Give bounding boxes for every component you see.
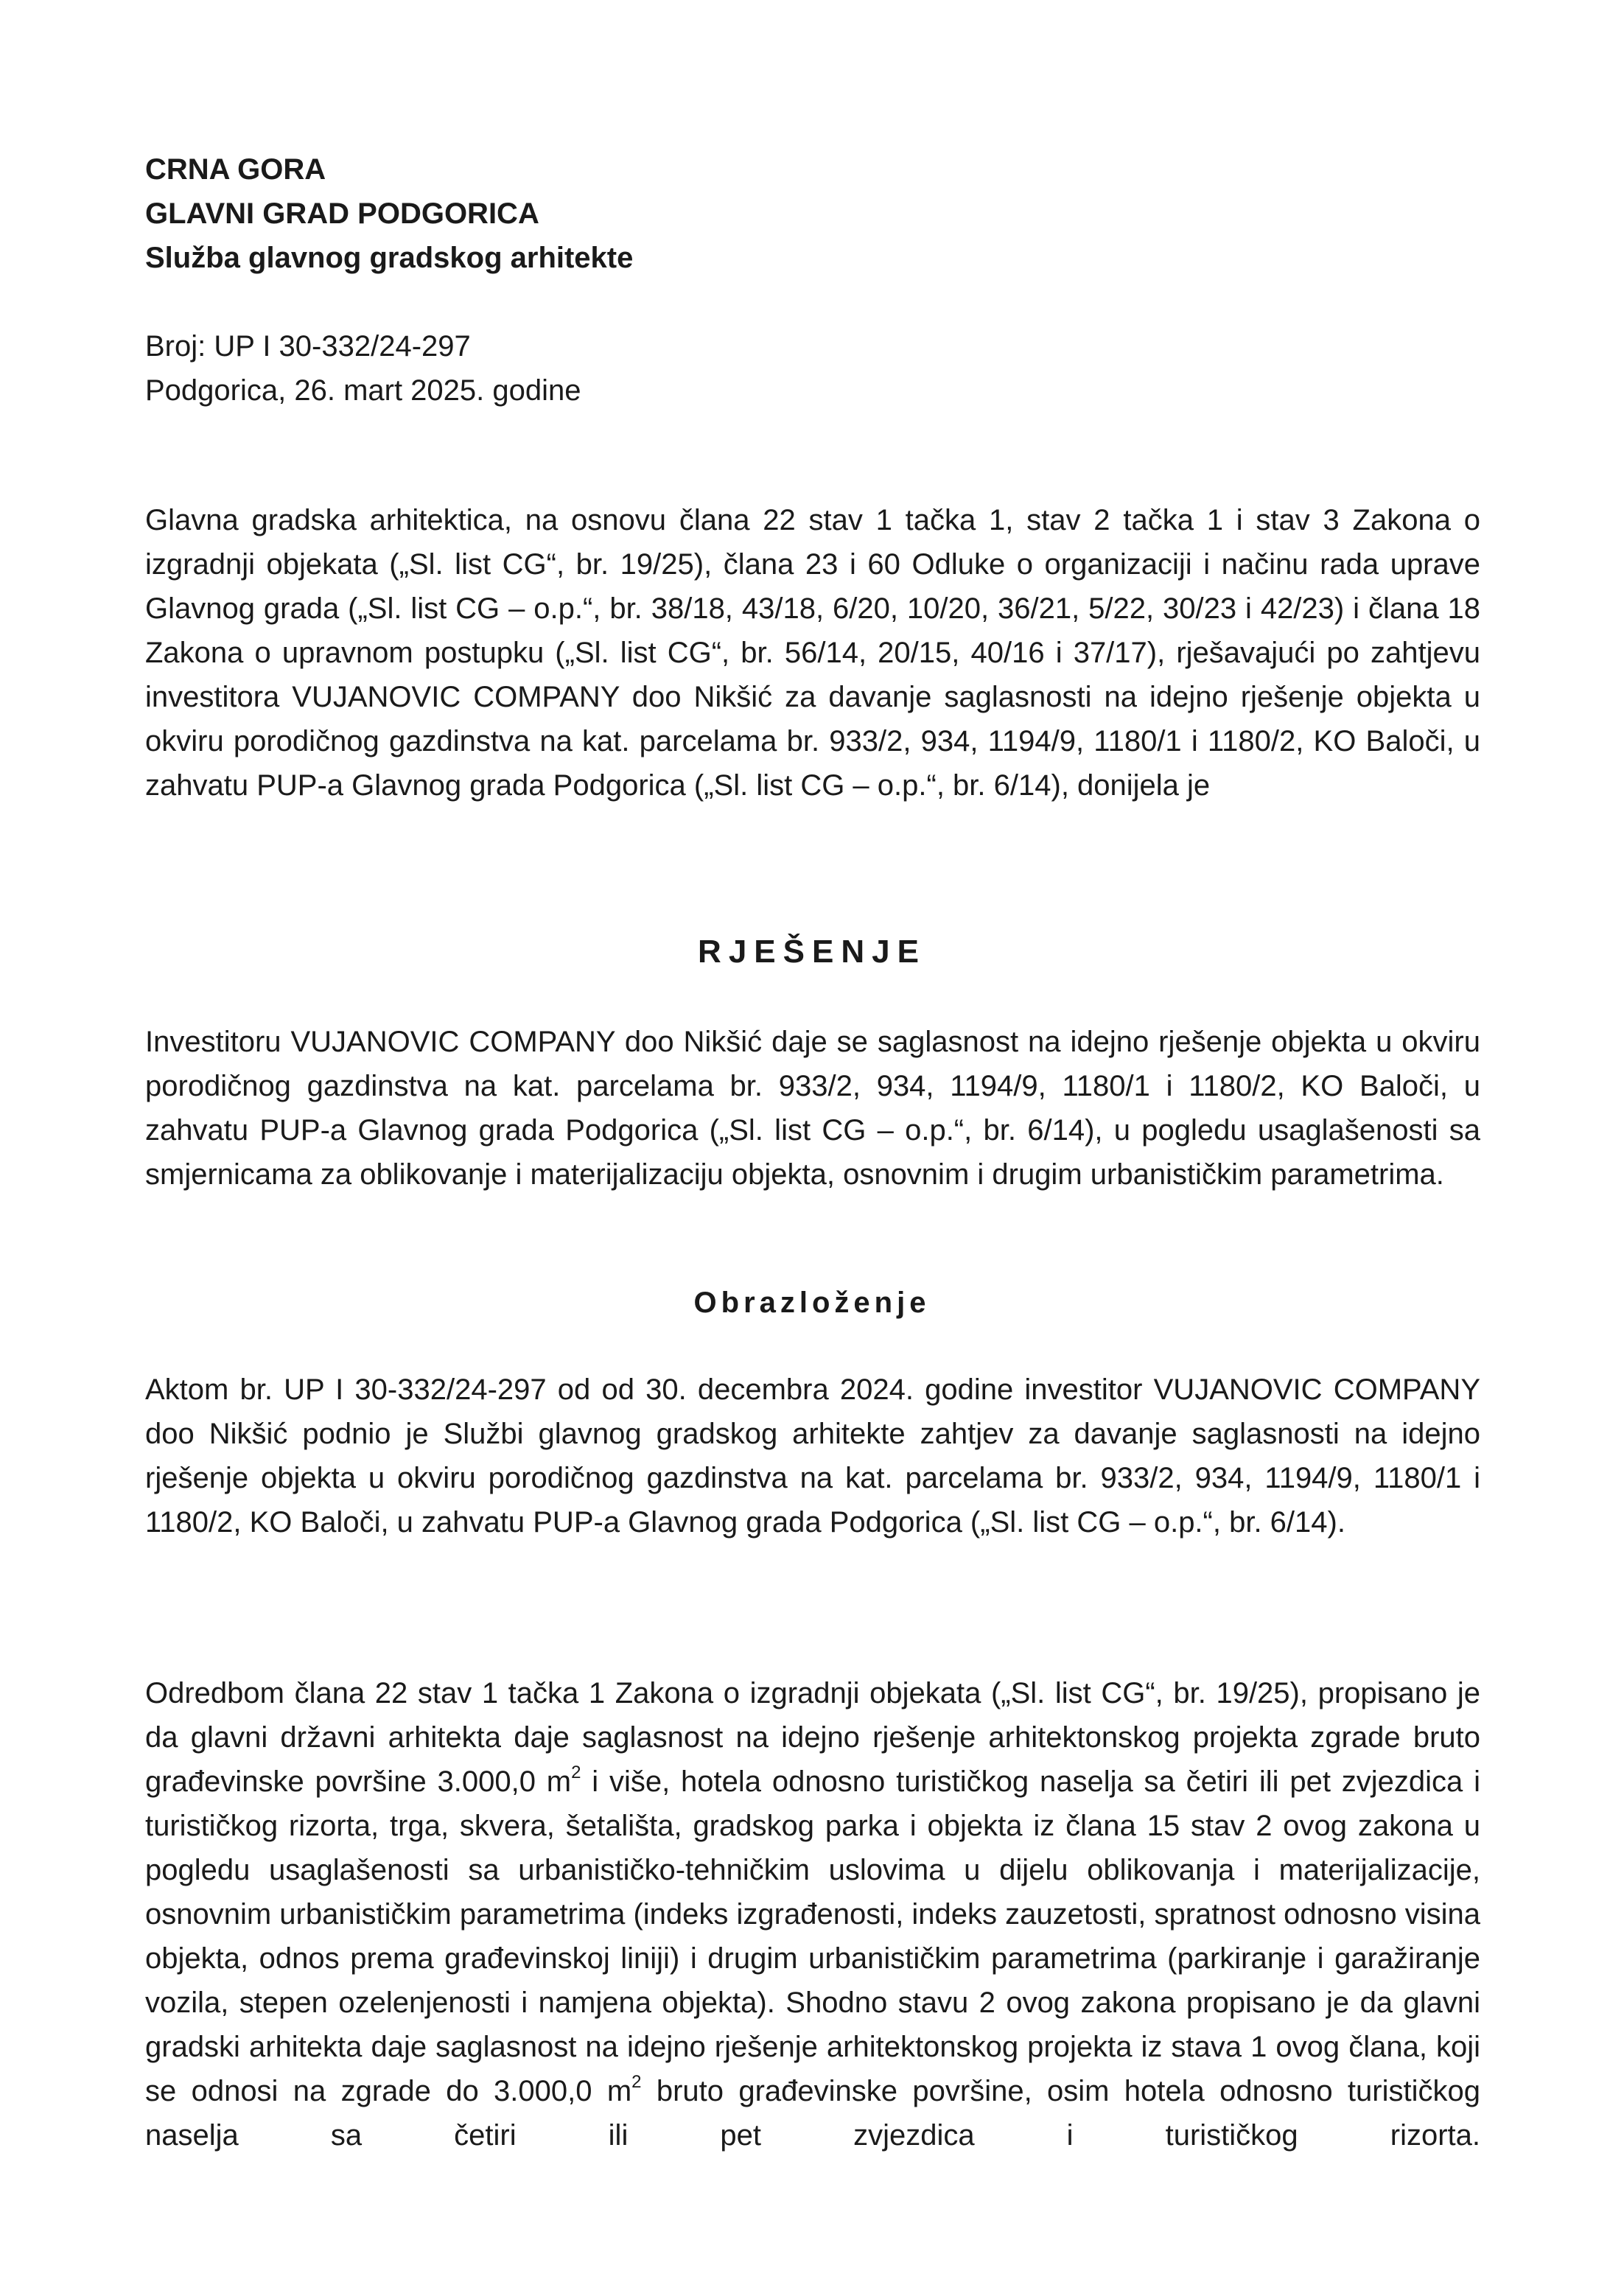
header-country: CRNA GORA (145, 153, 326, 186)
reasoning-paragraph-2-part-b: i više, hotela odnosno turističkog naselja sa četiri ili pet zvjezdica i turističkog rizorta, trga, skvera, šetališta, gradskog parka i objekta iz člana 15 stav 2 ovog zakona u pogledu usaglašenosti sa urbanističko-tehničkim uslovima u dijelu oblikovanja i materijalizacije, osnovnim urbanističkim parametrima (indeks izgrađenosti, indeks zauzetosti, spratnost odnosno visina objekta, odnos prema građevinskoj liniji) i drugim urbanističkim parametrima (parkiranje i garažiranje vozila, stepen ozelenjenosti i namjena objekta). Shodno stavu 2 ovog zakona propisano je da glavni gradski arhitekta daje saglasnost na idejno rješenje arhitektonskog projekta iz stava 1 ovog člana, koji se odnosi na zgrade do 3.000,0 m (145, 1765, 1480, 2107)
document-number: Broj: UP I 30-332/24-297 (145, 330, 471, 363)
reasoning-paragraph-2-part-c: bruto građevinske površine, osim hotela odnosno turističkog naselja sa četiri ili pet zvjezdica i turističkog rizorta. (145, 2075, 1480, 2152)
decision-paragraph: Investitoru VUJANOVIC COMPANY doo Nikšić daje se saglasnost na idejno rješenje objekta u okviru porodičnog gazdinstva na kat. parcelama br. 933/2, 934, 1194/9, 1180/1 i 1180/2, KO Baloči, u zahvatu PUP-a Glavnog grada Podgorica („Sl. list CG – o.p.“, br. 6/14), u pogledu usaglašenosti sa smjernicama za oblikovanje i materijalizaciju objekta, osnovnim i drugim urbanističkim parametrima. (145, 1026, 1480, 1191)
superscript-square: 2 (571, 1763, 581, 1782)
header-city: GLAVNI GRAD PODGORICA (145, 197, 539, 230)
header-office: Služba glavnog gradskog arhitekte (145, 242, 634, 274)
reasoning-title: Obrazloženje (693, 1287, 931, 1319)
document-place-date: Podgorica, 26. mart 2025. godine (145, 374, 581, 407)
intro-paragraph: Glavna gradska arhitektica, na osnovu člana 22 stav 1 tačka 1, stav 2 tačka 1 i stav 3 Zakona o izgradnji objekata („Sl. list CG“, br. 19/25), člana 23 i 60 Odluke o organizaciji i načinu rada uprave Glavnog grada („Sl. list CG – o.p.“, br. 38/18, 43/18, 6/20, 10/20, 36/21, 5/22, 30/23 i 42/23) i člana 18 Zakona o upravnom postupku („Sl. list CG“, br. 56/14, 20/15, 40/16 i 37/17), rješavajući po zahtjevu investitora VUJANOVIC COMPANY doo Nikšić za davanje saglasnosti na idejno rješenje objekta u okviru porodičnog gazdinstva na kat. parcelama br. 933/2, 934, 1194/9, 1180/1 i 1180/2, KO Baloči, u zahvatu PUP-a Glavnog grada Podgorica („Sl. list CG – o.p.“, br. 6/14), donijela je (145, 504, 1480, 802)
reasoning-paragraph-1: Aktom br. UP I 30-332/24-297 od od 30. decembra 2024. godine investitor VUJANOVIC COMPANY doo Nikšić podnio je Službi glavnog gradskog arhitekte zahtjev za davanje saglasnosti na idejno rješenje objekta u okviru porodičnog gazdinstva na kat. parcelama br. 933/2, 934, 1194/9, 1180/1 i 1180/2, KO Baloči, u zahvatu PUP-a Glavnog grada Podgorica („Sl. list CG – o.p.“, br. 6/14). (145, 1373, 1480, 1539)
decision-title: RJEŠENJE (698, 934, 926, 970)
reasoning-paragraph-2-part-a: Odredbom člana 22 stav 1 tačka 1 Zakona o izgradnji objekata („Sl. list CG“, br. 19/25), propisano je da glavni državni arhitekta daje saglasnost na idejno rješenje arhitektonskog projekta zgrade bruto građevinske površine 3.000,0 m (145, 1677, 1480, 1798)
superscript-square: 2 (631, 2072, 642, 2092)
reasoning-paragraph-2 (145, 1671, 1480, 2157)
